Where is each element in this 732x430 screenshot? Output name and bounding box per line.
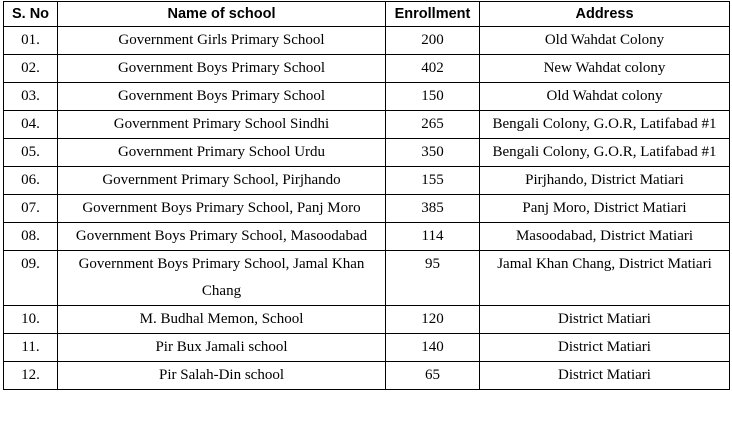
cell-serial-number: 05. [4, 139, 58, 167]
cell-school-name: Government Boys Primary School, Panj Moro [58, 195, 386, 223]
cell-school-name: Government Boys Primary School, Jamal Khan Chang [58, 251, 386, 306]
cell-school-name: M. Budhal Memon, School [58, 306, 386, 334]
cell-school-name: Government Boys Primary School [58, 55, 386, 83]
cell-enrollment: 402 [386, 55, 480, 83]
cell-school-name: Pir Salah-Din school [58, 362, 386, 390]
cell-address: District Matiari [480, 362, 730, 390]
cell-enrollment: 265 [386, 111, 480, 139]
cell-school-name: Government Primary School, Pirjhando [58, 167, 386, 195]
cell-enrollment: 120 [386, 306, 480, 334]
cell-address: Panj Moro, District Matiari [480, 195, 730, 223]
cell-enrollment: 95 [386, 251, 480, 306]
header-school-name: Name of school [58, 2, 386, 27]
header-serial-number: S. No [4, 2, 58, 27]
cell-enrollment: 155 [386, 167, 480, 195]
cell-serial-number: 01. [4, 27, 58, 55]
cell-serial-number: 02. [4, 55, 58, 83]
table-row [4, 223, 730, 251]
header-row [4, 2, 730, 27]
cell-address: Old Wahdat Colony [480, 27, 730, 55]
cell-address: Jamal Khan Chang, District Matiari [480, 251, 730, 306]
table-row [4, 139, 730, 167]
cell-address: New Wahdat colony [480, 55, 730, 83]
cell-enrollment: 200 [386, 27, 480, 55]
cell-school-name: Government Primary School Sindhi [58, 111, 386, 139]
table-row [4, 27, 730, 55]
table-row [4, 306, 730, 334]
cell-address: District Matiari [480, 334, 730, 362]
cell-serial-number: 04. [4, 111, 58, 139]
cell-school-name: Pir Bux Jamali school [58, 334, 386, 362]
cell-serial-number: 10. [4, 306, 58, 334]
cell-address: Pirjhando, District Matiari [480, 167, 730, 195]
cell-school-name: Government Boys Primary School [58, 83, 386, 111]
cell-serial-number: 08. [4, 223, 58, 251]
cell-serial-number: 12. [4, 362, 58, 390]
cell-enrollment: 65 [386, 362, 480, 390]
cell-address: District Matiari [480, 306, 730, 334]
cell-enrollment: 114 [386, 223, 480, 251]
cell-address: Bengali Colony, G.O.R, Latifabad #1 [480, 139, 730, 167]
cell-enrollment: 350 [386, 139, 480, 167]
table-row [4, 334, 730, 362]
table-row [4, 83, 730, 111]
cell-enrollment: 385 [386, 195, 480, 223]
cell-serial-number: 07. [4, 195, 58, 223]
cell-enrollment: 150 [386, 83, 480, 111]
table-row [4, 111, 730, 139]
cell-address: Bengali Colony, G.O.R, Latifabad #1 [480, 111, 730, 139]
cell-serial-number: 11. [4, 334, 58, 362]
header-enrollment: Enrollment [386, 2, 480, 27]
cell-serial-number: 06. [4, 167, 58, 195]
schools-table [3, 1, 730, 390]
table-row [4, 251, 730, 306]
table-header [4, 2, 730, 27]
table-row [4, 195, 730, 223]
header-address: Address [480, 2, 730, 27]
table-row [4, 362, 730, 390]
cell-serial-number: 09. [4, 251, 58, 306]
table-row [4, 55, 730, 83]
cell-school-name: Government Primary School Urdu [58, 139, 386, 167]
cell-enrollment: 140 [386, 334, 480, 362]
cell-address: Masoodabad, District Matiari [480, 223, 730, 251]
cell-serial-number: 03. [4, 83, 58, 111]
cell-school-name: Government Girls Primary School [58, 27, 386, 55]
table-row [4, 167, 730, 195]
table-body [4, 27, 730, 390]
cell-address: Old Wahdat colony [480, 83, 730, 111]
cell-school-name: Government Boys Primary School, Masoodabad [58, 223, 386, 251]
